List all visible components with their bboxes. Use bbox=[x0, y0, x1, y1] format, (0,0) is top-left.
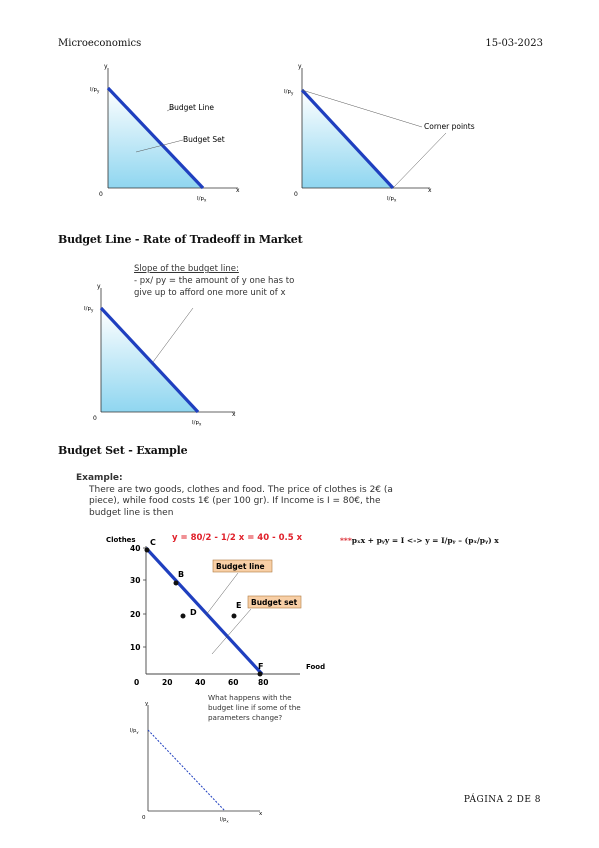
y-tick-20: 20 bbox=[130, 610, 141, 619]
budget-line bbox=[148, 730, 225, 811]
y-tick-10: 10 bbox=[130, 643, 141, 652]
y-intercept-label: $I/p_y$ bbox=[90, 87, 100, 94]
side-equation bbox=[340, 536, 499, 545]
x-intercept-label: $I/p_x$ bbox=[220, 817, 229, 824]
parameter-change-note: What happens with the budget line if some of the parameters change? bbox=[208, 693, 301, 722]
svg-text:E: E bbox=[236, 601, 242, 610]
x-ticks bbox=[162, 678, 268, 687]
x-intercept-label: $I/p_x$ bbox=[197, 196, 207, 203]
x-tick-40: 40 bbox=[195, 678, 206, 687]
origin-label: 0 bbox=[99, 191, 103, 198]
y-tick-30: 30 bbox=[130, 576, 141, 585]
x-axis-label: x bbox=[232, 411, 236, 418]
budget-set-figure bbox=[80, 60, 250, 205]
corner-points-figure bbox=[270, 60, 530, 205]
budget-line-tag: Budget line bbox=[216, 562, 265, 571]
y-intercept-label: $I/p_y$ bbox=[130, 728, 139, 735]
y-ticks bbox=[130, 544, 146, 687]
y-axis-label: y bbox=[104, 63, 108, 70]
y-tick-0: 0 bbox=[134, 678, 140, 687]
point-e bbox=[232, 601, 242, 619]
y-axis-title: Clothes bbox=[106, 536, 136, 544]
y-intercept-label: $I/p_y$ bbox=[84, 306, 94, 313]
y-axis-label: y bbox=[145, 701, 149, 707]
x-intercept-label: $I/p_x$ bbox=[192, 420, 202, 427]
svg-text:B: B bbox=[178, 570, 185, 579]
slope-text: - px/ py = the amount of y one has to give up to afford one more unit of x bbox=[134, 276, 295, 298]
svg-text:C: C bbox=[150, 538, 156, 547]
equation-stars: *** bbox=[340, 536, 352, 545]
page-number: PÁGINA 2 DE 8 bbox=[463, 795, 541, 805]
slope-heading: Slope of the budget line: bbox=[134, 264, 239, 274]
x-axis-title: Food bbox=[306, 663, 326, 671]
budget-set-label: Budget Set bbox=[183, 135, 225, 144]
y-axis-label: y bbox=[97, 283, 101, 290]
origin-label: 0 bbox=[294, 191, 298, 198]
x-tick-60: 60 bbox=[228, 678, 239, 687]
y-axis-label: y bbox=[298, 63, 302, 70]
equation-text: pₓx + pᵧy = I <-> y = I/pᵧ – (pₓ/pᵧ) x bbox=[351, 536, 499, 545]
budget-line-tag-pointer bbox=[206, 573, 238, 615]
budget-equation: y = 80/2 - 1/2 x = 40 - 0.5 x bbox=[172, 533, 303, 543]
header-subject: Microeconomics bbox=[58, 38, 142, 49]
corner-points-label: Corner points bbox=[424, 122, 475, 131]
slope-pointer bbox=[153, 308, 193, 362]
example-text: There are two goods, clothes and food. The price of clothes is 2€ (a piece), while food costs 1€ (per 100 gr). If Income is I = 80€, the budget line is then bbox=[89, 484, 393, 518]
point-d bbox=[181, 608, 198, 619]
section-title-tradeoff: Budget Line - Rate of Tradeoff in Market bbox=[58, 233, 303, 246]
x-axis-label: x bbox=[259, 811, 263, 817]
x-axis-label: x bbox=[236, 187, 240, 194]
origin-label: 0 bbox=[142, 815, 146, 821]
x-axis-label: x bbox=[428, 187, 432, 194]
svg-text:D: D bbox=[190, 608, 197, 617]
example-chart bbox=[100, 528, 340, 693]
x-tick-80: 80 bbox=[258, 678, 269, 687]
example-block bbox=[76, 473, 406, 519]
budget-set-tag-pointer bbox=[212, 609, 251, 654]
y-intercept-label: $I/p_y$ bbox=[284, 89, 294, 96]
x-tick-20: 20 bbox=[162, 678, 173, 687]
section-title-example: Budget Set - Example bbox=[58, 444, 188, 457]
slope-figure bbox=[80, 282, 250, 427]
origin-label: 0 bbox=[93, 415, 97, 422]
corner-pointer-bottom bbox=[393, 133, 446, 188]
header-date: 15-03-2023 bbox=[485, 38, 543, 49]
x-intercept-label: $I/p_x$ bbox=[387, 196, 397, 203]
svg-text:F: F bbox=[258, 662, 264, 671]
budget-line-label: Budget Line bbox=[169, 103, 214, 112]
budget-set-tag: Budget set bbox=[251, 598, 298, 607]
y-tick-40: 40 bbox=[130, 544, 141, 553]
example-heading: Example: bbox=[76, 473, 123, 483]
